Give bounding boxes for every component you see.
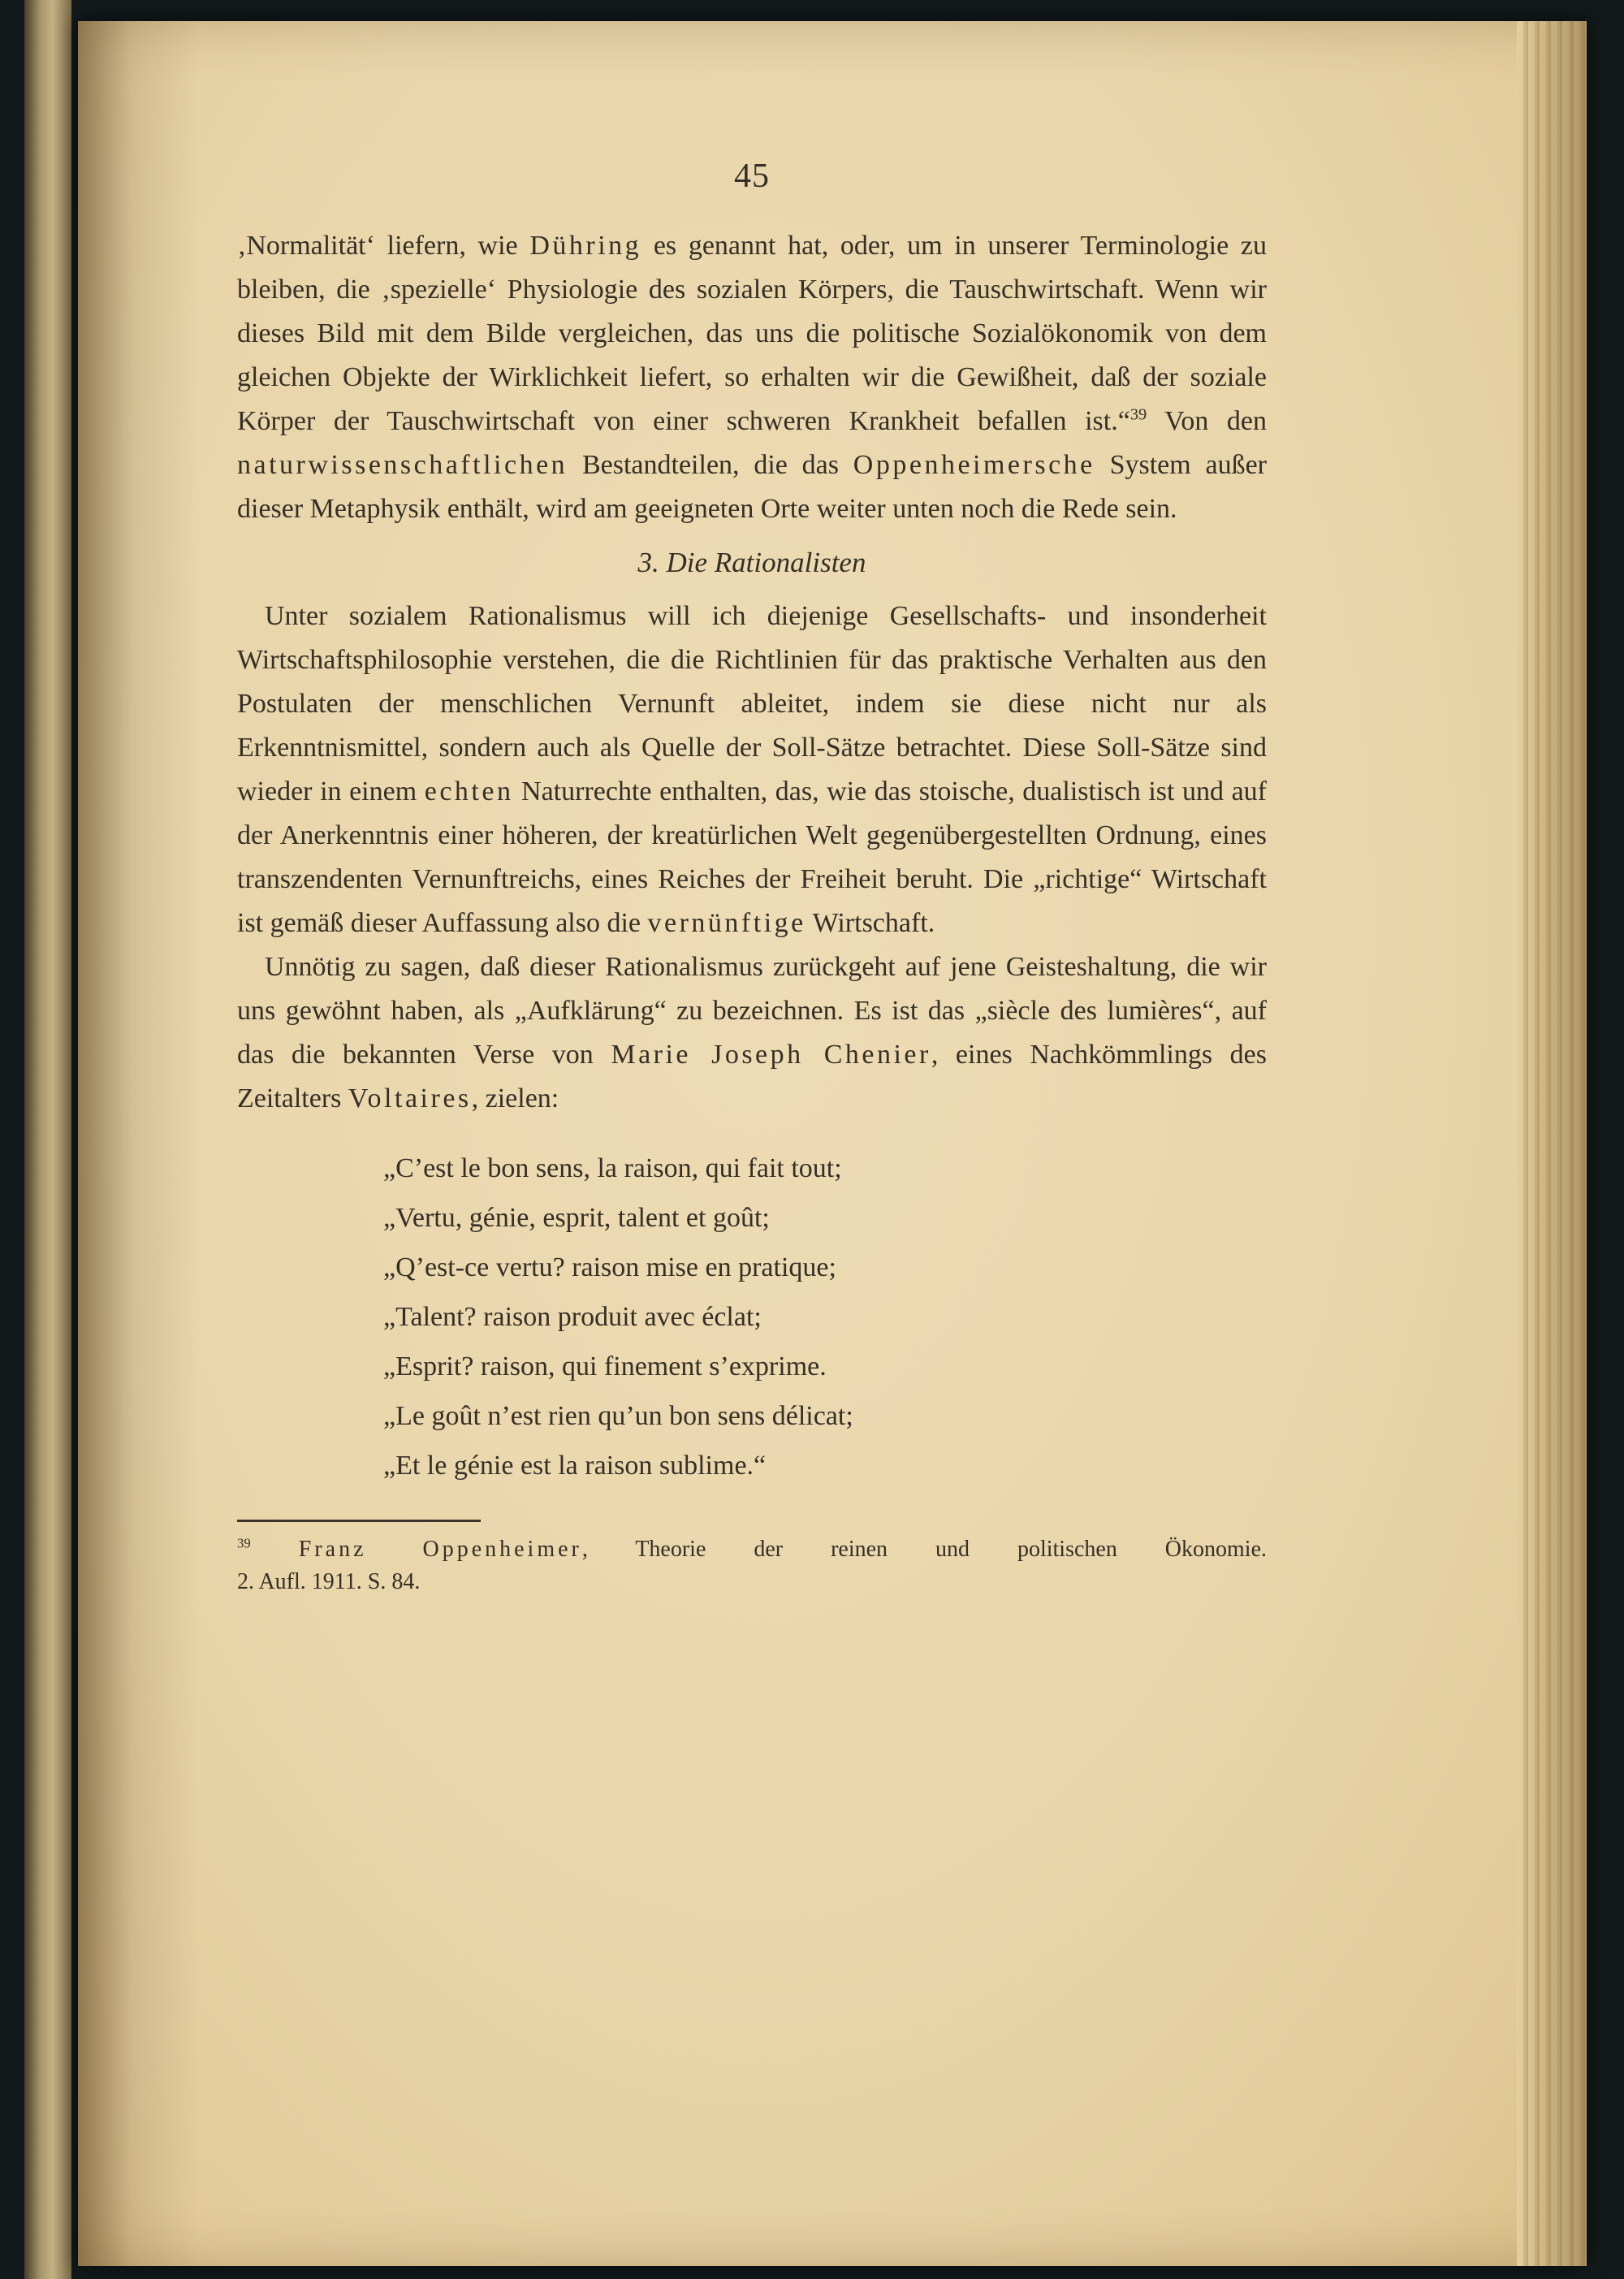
poem-line-3: „Q’est-ce vertu? raison mise en pratique; xyxy=(383,1252,836,1282)
section-heading: 3. Die Rationalisten xyxy=(637,547,866,578)
text-segment: System außer dieser Metaphysik enthält, wird am geeigneten Orte weiter unten noch die Rede sein. xyxy=(237,450,1267,524)
page-number: 45 xyxy=(734,158,770,195)
gutter-shadow xyxy=(78,21,200,2266)
text-segment: Bestandteilen, die das xyxy=(568,450,853,480)
emphasis-duehring: Dühring xyxy=(529,231,642,261)
footnote-line-1 xyxy=(237,1533,1267,1566)
text-segment: Unnötig zu sagen, daß dieser Rationalismus zurückgeht auf jene Geisteshaltung, die wir uns gewöhnt haben, als „Aufklärung“ zu bezeichnen. Es ist das „siècle des lumières“, auf das die bekannten Verse von xyxy=(237,952,1267,1070)
poem-line-2: „Vertu, génie, esprit, talent et goût; xyxy=(383,1203,770,1233)
emphasis-oppenheimersche: Oppenheimersche xyxy=(853,450,1095,480)
poem-line-7: „Et le génie est la raison sublime.“ xyxy=(383,1451,767,1481)
emphasis-vernuenftige: vernünftige xyxy=(647,908,806,938)
footnote-separator xyxy=(237,1520,481,1522)
emphasis-voltaires: Voltaires xyxy=(348,1083,472,1114)
page-content xyxy=(237,158,1267,1598)
page-edge-stack xyxy=(1517,21,1587,2266)
footnote-marker-39: 39 xyxy=(1129,405,1147,424)
text-segment: Naturrechte enthalten, das, wie das stoische, dualistisch ist und auf der Anerkenntnis einer höheren, der kreatürlichen Welt gegenübergestellten Ordnung, eines transzendenten Vernunftreichs, eines Reiches der Freiheit beruht. Die „richtige“ Wirtschaft ist gemäß dieser Auffassung also die xyxy=(237,776,1267,938)
footnote-line-2: 2. Aufl. 1911. S. 84. xyxy=(237,1569,421,1594)
facing-page-edge xyxy=(24,0,71,2279)
poem-line-4: „Talent? raison produit avec éclat; xyxy=(383,1302,762,1332)
text-segment: , eines Nachkömmlings des Zeitalters xyxy=(237,1040,1268,1114)
footnote-block xyxy=(237,1520,1267,1598)
text-segment: ‚Normalität‘ liefern, wie xyxy=(237,231,530,261)
text-segment: es genannt hat, oder, um in unserer Terminologie zu bleiben, die ‚spezielle‘ Physiologie des sozialen Körpers, die Tauschwirtschaft. Wenn wir dieses Bild mit dem Bilde vergleichen, das uns die politische Sozialökonomik von dem gleichen Objekte der Wirklichkeit liefert, so erhalten wir die Gewißheit, daß der soziale Körper der Tauschwirtschaft von einer schweren Krankheit befallen ist.“ xyxy=(237,231,1267,436)
poem-line-5: „Esprit? raison, qui finement s’exprime. xyxy=(383,1351,827,1382)
emphasis-naturwissenschaftlichen: naturwissenschaftlichen xyxy=(237,450,568,480)
emphasis-chenier: Marie Joseph Chenier xyxy=(611,1040,931,1070)
footnote-author: Franz Oppenheimer xyxy=(298,1537,582,1562)
poem-line-1: „C’est le bon sens, la raison, qui fait tout; xyxy=(383,1153,842,1183)
paragraph-continuation xyxy=(237,224,1267,531)
text-segment: Von den xyxy=(1147,406,1267,436)
footnote-text: , Theorie der reinen und politischen Ökonomie. xyxy=(581,1537,1268,1562)
footnote-number: 39 xyxy=(237,1535,251,1551)
paragraph-rationalismus xyxy=(237,595,1267,945)
emphasis-echten: echten xyxy=(424,776,514,807)
book-page xyxy=(78,21,1587,2266)
poem-block xyxy=(383,1144,1267,1490)
paragraph-aufklaerung xyxy=(237,945,1267,1121)
text-segment: Wirtschaft. xyxy=(806,908,935,938)
text-segment: Unter sozialem Rationalismus will ich diejenige Gesellschafts- und insonderheit Wirtschaftsphilosophie verstehen, die die Richtlinien für das praktische Verhalten aus den Postulaten der menschlichen Vernunft ableitet, indem sie diese nicht nur als Erkenntnismittel, sondern auch als Quelle der Soll-Sätze betrachtet. Diese Soll-Sätze sind wieder in einem xyxy=(237,601,1267,807)
poem-line-6: „Le goût n’est rien qu’un bon sens délicat; xyxy=(383,1401,853,1431)
text-segment: , zielen: xyxy=(471,1083,559,1114)
